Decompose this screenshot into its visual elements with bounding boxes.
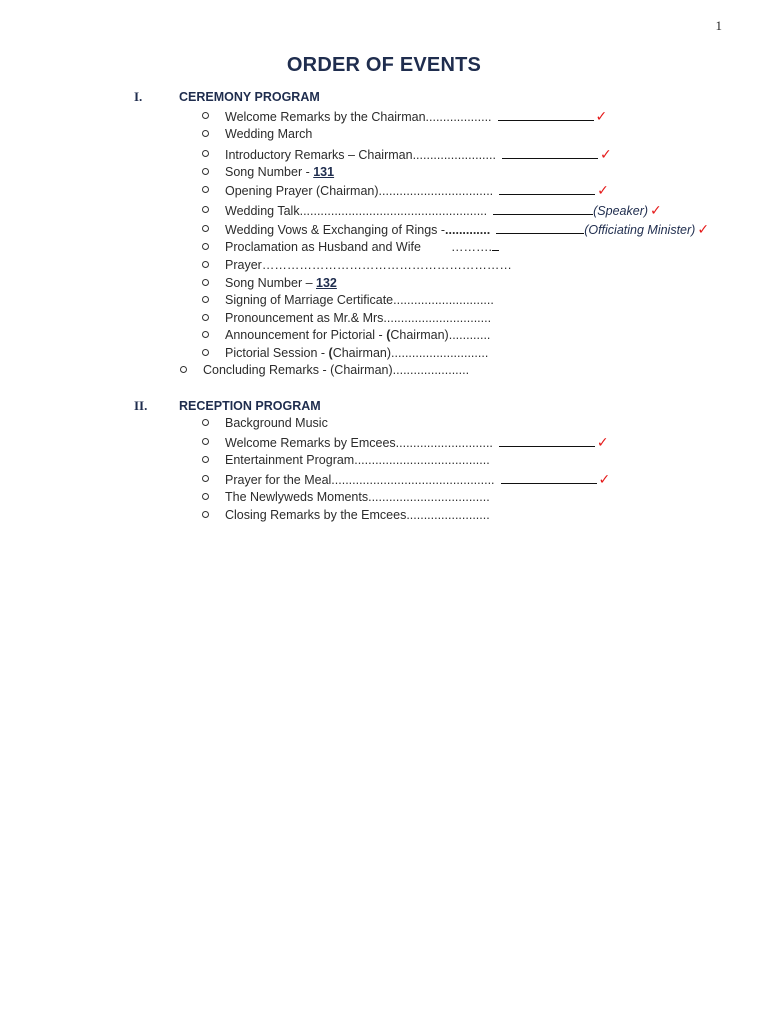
hollow-bullet-icon bbox=[200, 220, 225, 238]
fill-in-blank bbox=[501, 471, 597, 484]
list-item-concluding bbox=[178, 361, 469, 379]
hollow-bullet-icon bbox=[200, 506, 225, 524]
leader-dots: ............................. bbox=[393, 293, 494, 307]
list-item bbox=[200, 433, 609, 451]
item-label: Song Number – bbox=[225, 276, 317, 290]
list-item bbox=[200, 256, 512, 274]
checkmark-icon: ✓ bbox=[595, 108, 608, 124]
leader-dots: ................................... bbox=[368, 490, 490, 504]
fill-in-blank bbox=[496, 221, 584, 234]
hollow-bullet-icon bbox=[200, 326, 225, 344]
list-item bbox=[200, 201, 662, 219]
page-number: 1 bbox=[715, 18, 722, 33]
list-item bbox=[200, 326, 490, 344]
fill-in-blank bbox=[498, 108, 594, 121]
section-heading-reception bbox=[134, 398, 321, 414]
section-numeral: II. bbox=[134, 398, 148, 413]
item-label: Welcome Remarks by Emcees bbox=[225, 436, 396, 450]
list-item bbox=[200, 488, 490, 506]
fill-in-blank bbox=[502, 146, 598, 159]
item-label: Song Number - bbox=[225, 165, 314, 179]
hollow-bullet-icon bbox=[200, 163, 225, 181]
list-item bbox=[200, 163, 334, 181]
checkmark-icon: ✓ bbox=[599, 146, 612, 162]
item-label: Pictorial Session - bbox=[225, 346, 329, 360]
item-label: Wedding March bbox=[225, 127, 313, 141]
list-item bbox=[200, 506, 490, 524]
role-label: (Officiating Minister) bbox=[584, 223, 696, 237]
fill-in-blank bbox=[499, 434, 595, 447]
item-label: Prayer for the Meal bbox=[225, 473, 332, 487]
list-item bbox=[200, 470, 610, 488]
list-item bbox=[200, 125, 312, 143]
list-item bbox=[200, 291, 494, 309]
hollow-bullet-icon bbox=[200, 201, 225, 219]
leader-dots: ........................ bbox=[406, 508, 490, 522]
item-label: Wedding Vows & Exchanging of Rings - bbox=[225, 223, 446, 237]
section-heading-ceremony bbox=[134, 89, 320, 105]
hollow-bullet-icon bbox=[200, 433, 225, 451]
item-label: Prayer bbox=[225, 258, 262, 272]
hollow-bullet-icon bbox=[200, 125, 225, 143]
song-number: 131 bbox=[313, 165, 335, 179]
page-title: ORDER OF EVENTS bbox=[286, 54, 482, 76]
item-label: Concluding Remarks - (Chairman) bbox=[203, 363, 393, 377]
section-title: RECEPTION PROGRAM bbox=[179, 399, 321, 413]
hollow-bullet-icon bbox=[178, 361, 203, 379]
list-item bbox=[200, 451, 490, 469]
leader-dots: ………. bbox=[450, 240, 492, 254]
checkmark-icon: ✓ bbox=[697, 221, 710, 237]
hollow-bullet-icon bbox=[200, 488, 225, 506]
item-label: Chairman) bbox=[332, 346, 392, 360]
role-label: (Speaker) bbox=[593, 204, 649, 218]
item-label: Proclamation as Husband and Wife bbox=[225, 240, 421, 254]
hollow-bullet-icon bbox=[200, 107, 225, 125]
hollow-bullet-icon bbox=[200, 414, 225, 432]
item-label: Closing Remarks by the Emcees bbox=[225, 508, 407, 522]
hollow-bullet-icon bbox=[200, 291, 225, 309]
hollow-bullet-icon bbox=[200, 238, 225, 256]
section-title: CEREMONY PROGRAM bbox=[179, 90, 320, 104]
list-item bbox=[200, 309, 491, 327]
item-label: Chairman) bbox=[390, 328, 449, 342]
hollow-bullet-icon bbox=[200, 451, 225, 469]
item-label-bold: ( bbox=[386, 328, 391, 342]
item-label: The Newlyweds Moments bbox=[225, 490, 369, 504]
leader-dots: ............. bbox=[445, 223, 491, 237]
fill-in-blank bbox=[492, 238, 499, 251]
item-label: Introductory Remarks – Chairman bbox=[225, 148, 413, 162]
leader-dots: ....................................... bbox=[354, 453, 490, 467]
hollow-bullet-icon bbox=[200, 470, 225, 488]
list-item bbox=[200, 181, 609, 199]
item-label: Opening Prayer (Chairman) bbox=[225, 184, 379, 198]
leader-dots: ............................ bbox=[395, 436, 493, 450]
checkmark-icon: ✓ bbox=[597, 182, 609, 198]
item-label: Entertainment Program bbox=[225, 453, 355, 467]
hollow-bullet-icon bbox=[200, 309, 225, 327]
leader-dots: ............ bbox=[448, 328, 491, 342]
leader-dots: ................................. bbox=[378, 184, 494, 198]
checkmark-icon: ✓ bbox=[598, 471, 611, 487]
hollow-bullet-icon bbox=[200, 256, 225, 274]
song-number: 132 bbox=[316, 276, 337, 290]
hollow-bullet-icon bbox=[200, 145, 225, 163]
hollow-bullet-icon bbox=[200, 274, 225, 292]
item-label: Wedding Talk bbox=[225, 204, 300, 218]
section-numeral: I. bbox=[134, 89, 143, 104]
hollow-bullet-icon bbox=[200, 181, 225, 199]
list-item bbox=[200, 238, 499, 256]
hollow-bullet-icon bbox=[200, 344, 225, 362]
list-item bbox=[200, 344, 488, 362]
item-label: Signing of Marriage Certificate bbox=[225, 293, 394, 307]
item-label: Pronouncement as Mr.& Mrs. bbox=[225, 311, 387, 325]
leader-dots: ...................... bbox=[392, 363, 470, 377]
leader-dots: .............................. bbox=[386, 311, 492, 325]
leader-dots: ............................................... bbox=[331, 473, 495, 487]
leader-dots: ............................ bbox=[391, 346, 489, 360]
fill-in-blank bbox=[493, 202, 593, 215]
item-label-bold: ( bbox=[328, 346, 333, 360]
leader-dots: ................... bbox=[425, 110, 492, 124]
leader-dots: ........................ bbox=[412, 148, 496, 162]
item-label: Announcement for Pictorial - bbox=[225, 328, 387, 342]
list-item bbox=[200, 414, 328, 432]
leader-dots: ...................................................... bbox=[299, 204, 488, 218]
item-label: Background Music bbox=[225, 416, 328, 430]
fill-in-blank bbox=[499, 182, 595, 195]
checkmark-icon: ✓ bbox=[650, 202, 662, 218]
list-item bbox=[200, 220, 709, 238]
list-item bbox=[200, 274, 337, 292]
list-item bbox=[200, 107, 607, 125]
checkmark-icon: ✓ bbox=[596, 434, 609, 450]
list-item bbox=[200, 145, 612, 163]
item-label: Welcome Remarks by the Chairman bbox=[225, 110, 426, 124]
leader-dots: …………………………………………………… bbox=[261, 258, 512, 272]
